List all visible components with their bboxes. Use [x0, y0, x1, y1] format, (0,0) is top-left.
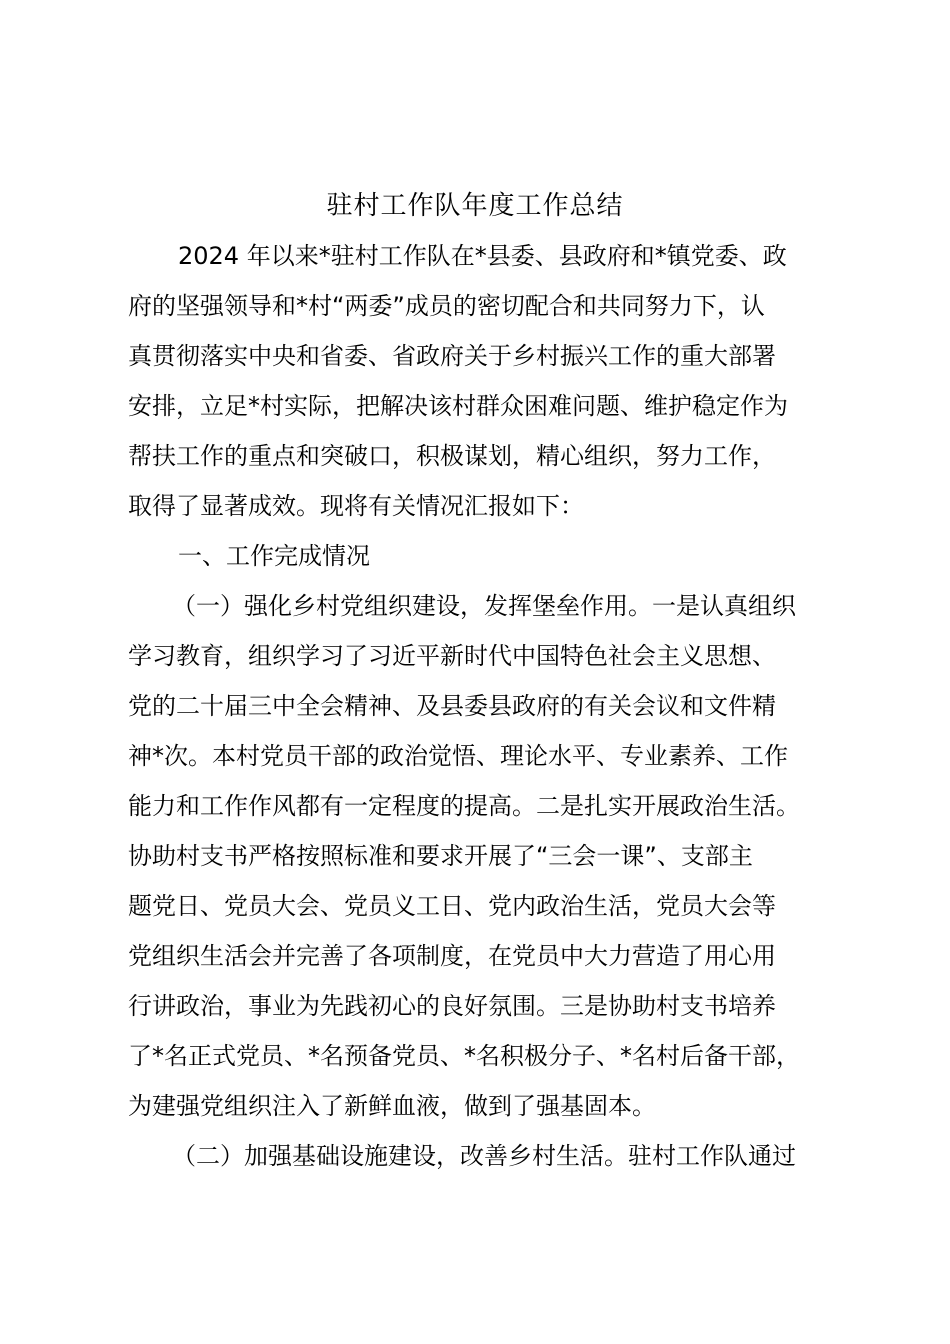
paragraph-line: 题党日、党员大会、党员义工日、党内政治生活，党员大会等: [128, 892, 776, 920]
section-heading: 一、工作完成情况: [178, 542, 370, 570]
paragraph-line: 真贯彻落实中央和省委、省政府关于乡村振兴工作的重大部署: [128, 342, 776, 370]
paragraph-line: （二）加强基础设施建设，改善乡村生活。驻村工作队通过: [172, 1142, 796, 1170]
paragraph-line: （一）强化乡村党组织建设，发挥堡垒作用。一是认真组织: [172, 592, 796, 620]
paragraph-line: 党组织生活会并完善了各项制度，在党员中大力营造了用心用: [128, 942, 776, 970]
paragraph-line: 能力和工作作风都有一定程度的提高。二是扎实开展政治生活。: [128, 792, 800, 820]
paragraph-line: 2024 年以来*驻村工作队在*县委、县政府和*镇党委、政: [178, 242, 787, 270]
paragraph-line: 神*次。本村党员干部的政治觉悟、理论水平、专业素养、工作: [128, 742, 788, 770]
paragraph-line: 协助村支书严格按照标准和要求开展了“三会一课”、支部主: [128, 842, 753, 870]
document-title: 驻村工作队年度工作总结: [326, 191, 624, 221]
paragraph-line: 帮扶工作的重点和突破口，积极谋划，精心组织，努力工作，: [128, 442, 776, 470]
paragraph-line: 学习教育，组织学习了习近平新时代中国特色社会主义思想、: [128, 642, 776, 670]
paragraph-line: 为建强党组织注入了新鲜血液，做到了强基固本。: [128, 1092, 656, 1120]
paragraph-line: 了*名正式党员、*名预备党员、*名积极分子、*名村后备干部，: [128, 1042, 800, 1070]
paragraph-line: 行讲政治，事业为先践初心的良好氛围。三是协助村支书培养: [128, 992, 776, 1020]
paragraph-line: 党的二十届三中全会精神、及县委县政府的有关会议和文件精: [128, 692, 776, 720]
paragraph-line: 府的坚强领导和*村“两委”成员的密切配合和共同努力下，认: [128, 292, 765, 320]
paragraph-line: 取得了显著成效。现将有关情况汇报如下：: [128, 492, 584, 520]
paragraph-line: 安排，立足*村实际，把解决该村群众困难问题、维护稳定作为: [128, 392, 788, 420]
